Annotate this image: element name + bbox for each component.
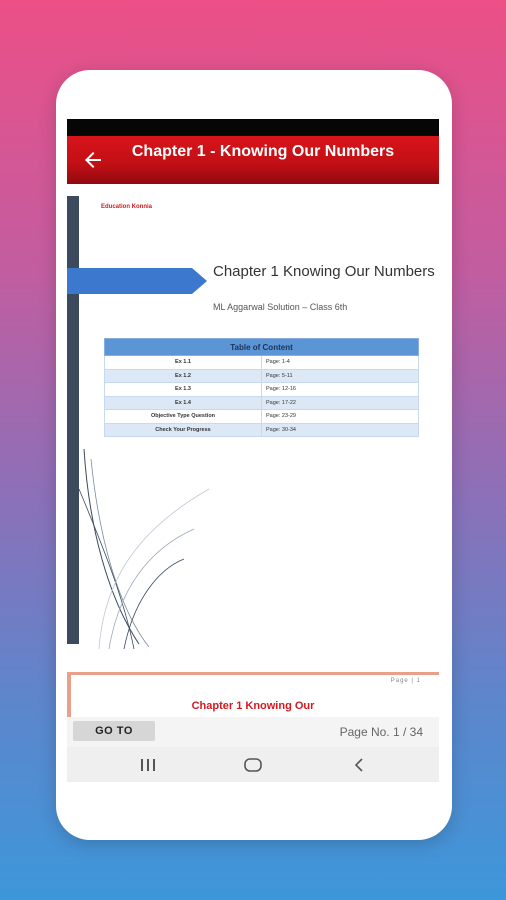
toc-header: Table of Content xyxy=(105,339,419,356)
toc-page: Page: 23-29 xyxy=(262,410,419,424)
next-page-bar xyxy=(67,675,71,720)
page-indicator: Page No. 1 / 34 xyxy=(339,725,423,739)
table-row xyxy=(105,396,419,410)
toc-page: Page: 1-4 xyxy=(262,356,419,370)
toc-page: Page: 17-22 xyxy=(262,396,419,410)
document-subtitle: ML Aggarwal Solution – Class 6th xyxy=(213,302,348,312)
toc-label: Ex 1.3 xyxy=(105,383,262,397)
table-row xyxy=(105,423,419,437)
recents-icon[interactable] xyxy=(133,754,163,776)
page-left-bar xyxy=(67,196,79,644)
page-title: Chapter 1 - Knowing Our Numbers xyxy=(131,143,395,160)
app-bar xyxy=(67,136,439,184)
toc-page: Page: 12-16 xyxy=(262,383,419,397)
table-row xyxy=(105,369,419,383)
next-page xyxy=(67,672,439,717)
next-page-title: Chapter 1 Knowing Our xyxy=(191,700,315,712)
toc-table xyxy=(104,338,419,437)
app-screen xyxy=(67,119,439,782)
table-row xyxy=(105,383,419,397)
table-row xyxy=(105,410,419,424)
document-page[interactable] xyxy=(67,184,439,714)
toc-label: Ex 1.2 xyxy=(105,369,262,383)
toc-label: Ex 1.4 xyxy=(105,396,262,410)
page-number-label: Page | 1 xyxy=(390,678,421,684)
bottom-toolbar xyxy=(67,717,439,747)
document-title: Chapter 1 Knowing Our Numbers xyxy=(213,263,435,280)
toc-page: Page: 30-34 xyxy=(262,423,419,437)
goto-button[interactable]: GO TO xyxy=(73,721,155,741)
back-nav-icon[interactable] xyxy=(344,754,374,776)
brand-label: Education Konnia xyxy=(101,204,152,210)
system-nav-bar xyxy=(67,747,439,782)
table-row xyxy=(105,356,419,370)
home-icon[interactable] xyxy=(238,754,268,776)
arrow-left-icon[interactable] xyxy=(81,148,105,172)
status-bar xyxy=(67,119,439,136)
decorative-swirl-icon xyxy=(79,449,249,649)
arrow-banner-icon xyxy=(67,268,207,294)
toc-label: Check Your Progress xyxy=(105,423,262,437)
toc-label: Objective Type Question xyxy=(105,410,262,424)
toc-page: Page: 5-11 xyxy=(262,369,419,383)
toc-label: Ex 1.1 xyxy=(105,356,262,370)
